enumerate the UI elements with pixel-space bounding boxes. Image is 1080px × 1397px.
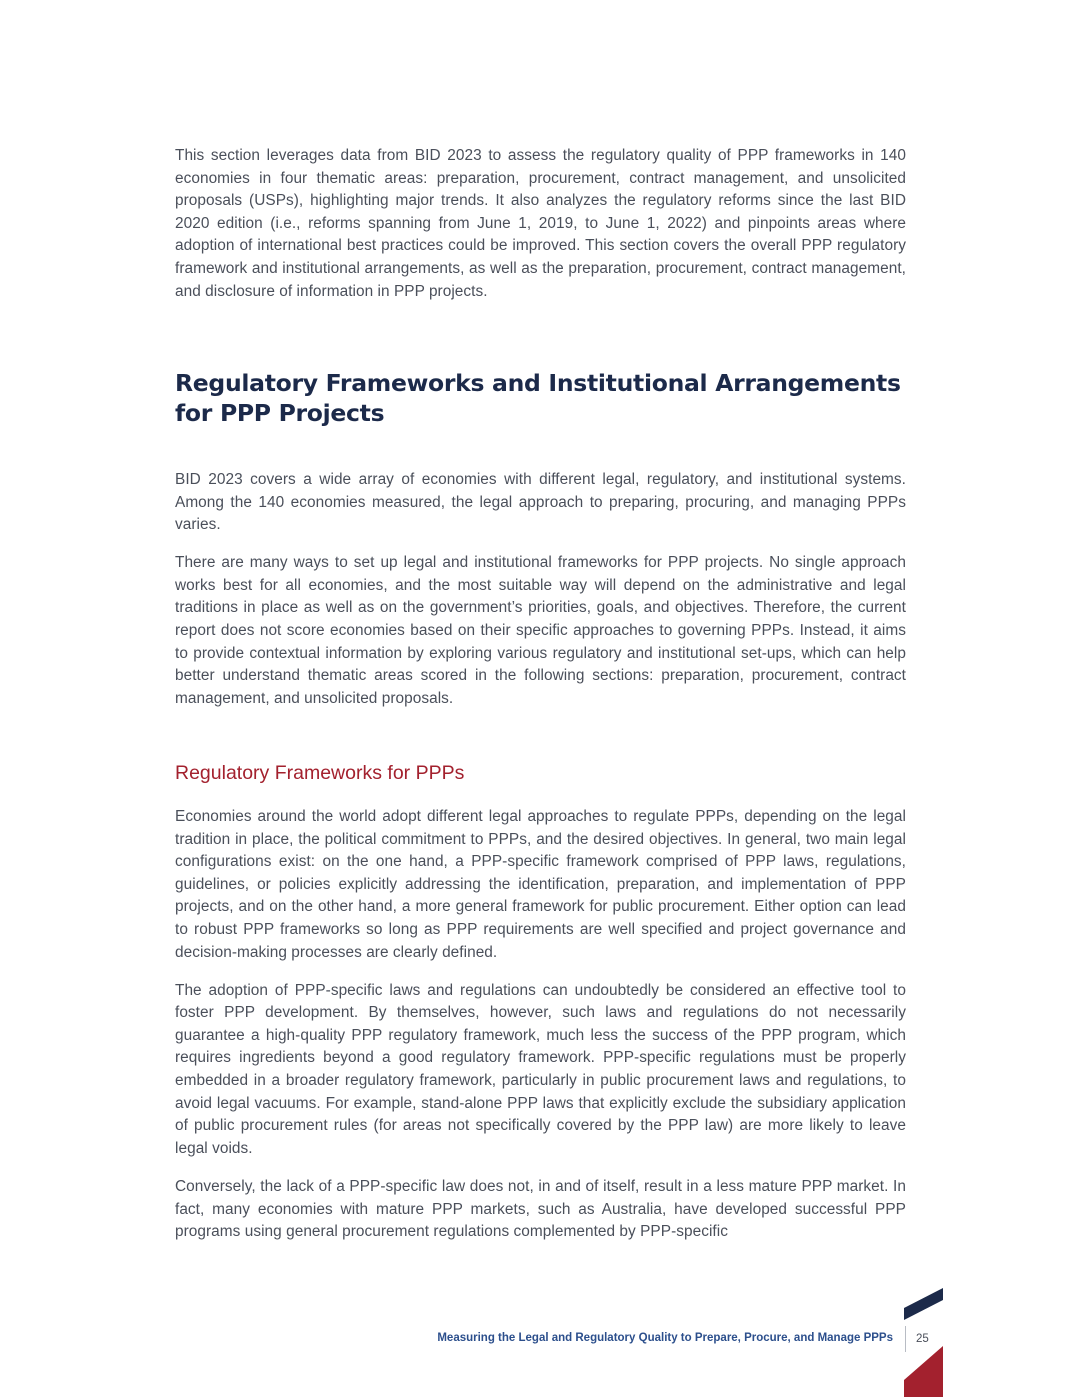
subsection-paragraph-1: Economies around the world adopt different legal approaches to regulate PPPs, depending on the legal tradition in place, the political commitment to PPPs, and the desired objectives. In general, two main legal configurations exist: on the one hand, a PPP-specific framework comprised of PPP laws, regulations, guidelines, or policies explicitly addressing the identification, preparation, and implementation of PPP projects, and on the other hand, a more general framework for public procurement. Either option can lead to robust PPP frameworks so long as PPP requirements are well specified and project governance and decision-making processes are clearly defined. — [175, 808, 906, 961]
intro-paragraph: This section leverages data from BID 2023 to assess the regulatory quality of PPP frameworks in 140 economies in four thematic areas: preparation, procurement, contract management, and unsolicited proposals (USPs), highlighting major trends. It also analyzes the regulatory reforms since the last BID 2020 edition (i.e., reforms spanning from June 1, 2019, to June 1, 2022) and pinpoints areas where adoption of international best practices could be improved. This section covers the overall PPP regulatory framework and institutional arrangements, as well as the preparation, procurement, contract management, and disclosure of information in PPP projects. — [175, 147, 906, 300]
subsection-paragraph-2: The adoption of PPP-specific laws and regulations can undoubtedly be considered an effective tool to foster PPP development. By themselves, however, such laws and regulations do not necessarily guarantee a high-quality PPP regulatory framework, much less the success of the PPP program, which requires ingredients beyond a good regulatory framework. PPP-specific regulations must be properly embedded in a broader regulatory framework, particularly in public procurement laws and regulations, to avoid legal vacuums. For example, stand-alone PPP laws that explicitly exclude the subsidiary application of public procurement rules (for areas not specifically covered by the PPP law) are more likely to leave legal voids. — [175, 981, 906, 1157]
subsection-body — [175, 806, 906, 1244]
section-heading: Regulatory Frameworks and Institutional Arrangements for PPP Projects — [175, 369, 901, 427]
section-paragraph-2: There are many ways to set up legal and institutional frameworks for PPP projects. No single approach works best for all economies, and the most suitable way will depend on the administrative and legal traditions in place as well as on the government’s priorities, goals, and objectives. Therefore, the current report does not score economies based on their specific approaches to governing PPPs. Instead, it aims to provide contextual information by exploring various regulatory and institutional set-ups, which can help better understand thematic areas scored in the following sections: preparation, procurement, contract management, and unsolicited proposals. — [175, 554, 906, 707]
section-body — [175, 469, 906, 710]
subsection-heading: Regulatory Frameworks for PPPs — [175, 762, 465, 784]
navy-stripe — [904, 1288, 943, 1320]
intro-block — [175, 145, 906, 303]
page-number: 25 — [916, 1333, 929, 1345]
subsection-paragraph-3: Conversely, the lack of a PPP-specific law does not, in and of itself, result in a less mature PPP market. In fact, many economies with mature PPP markets, such as Australia, have developed successful PPP programs using general procurement regulations complemented by PPP-specific — [175, 1177, 906, 1241]
section-paragraph-1: BID 2023 covers a wide array of economies with different legal, regulatory, and institutional systems. Among the 140 economies measured, the legal approach to preparing, procuring, and managing PPPs varies. — [175, 471, 906, 534]
red-stripe — [904, 1346, 943, 1397]
corner-stripes-graphic — [904, 1288, 944, 1397]
footer-report-title: Measuring the Legal and Regulatory Quality to Prepare, Procure, and Manage PPPs — [437, 1332, 893, 1344]
